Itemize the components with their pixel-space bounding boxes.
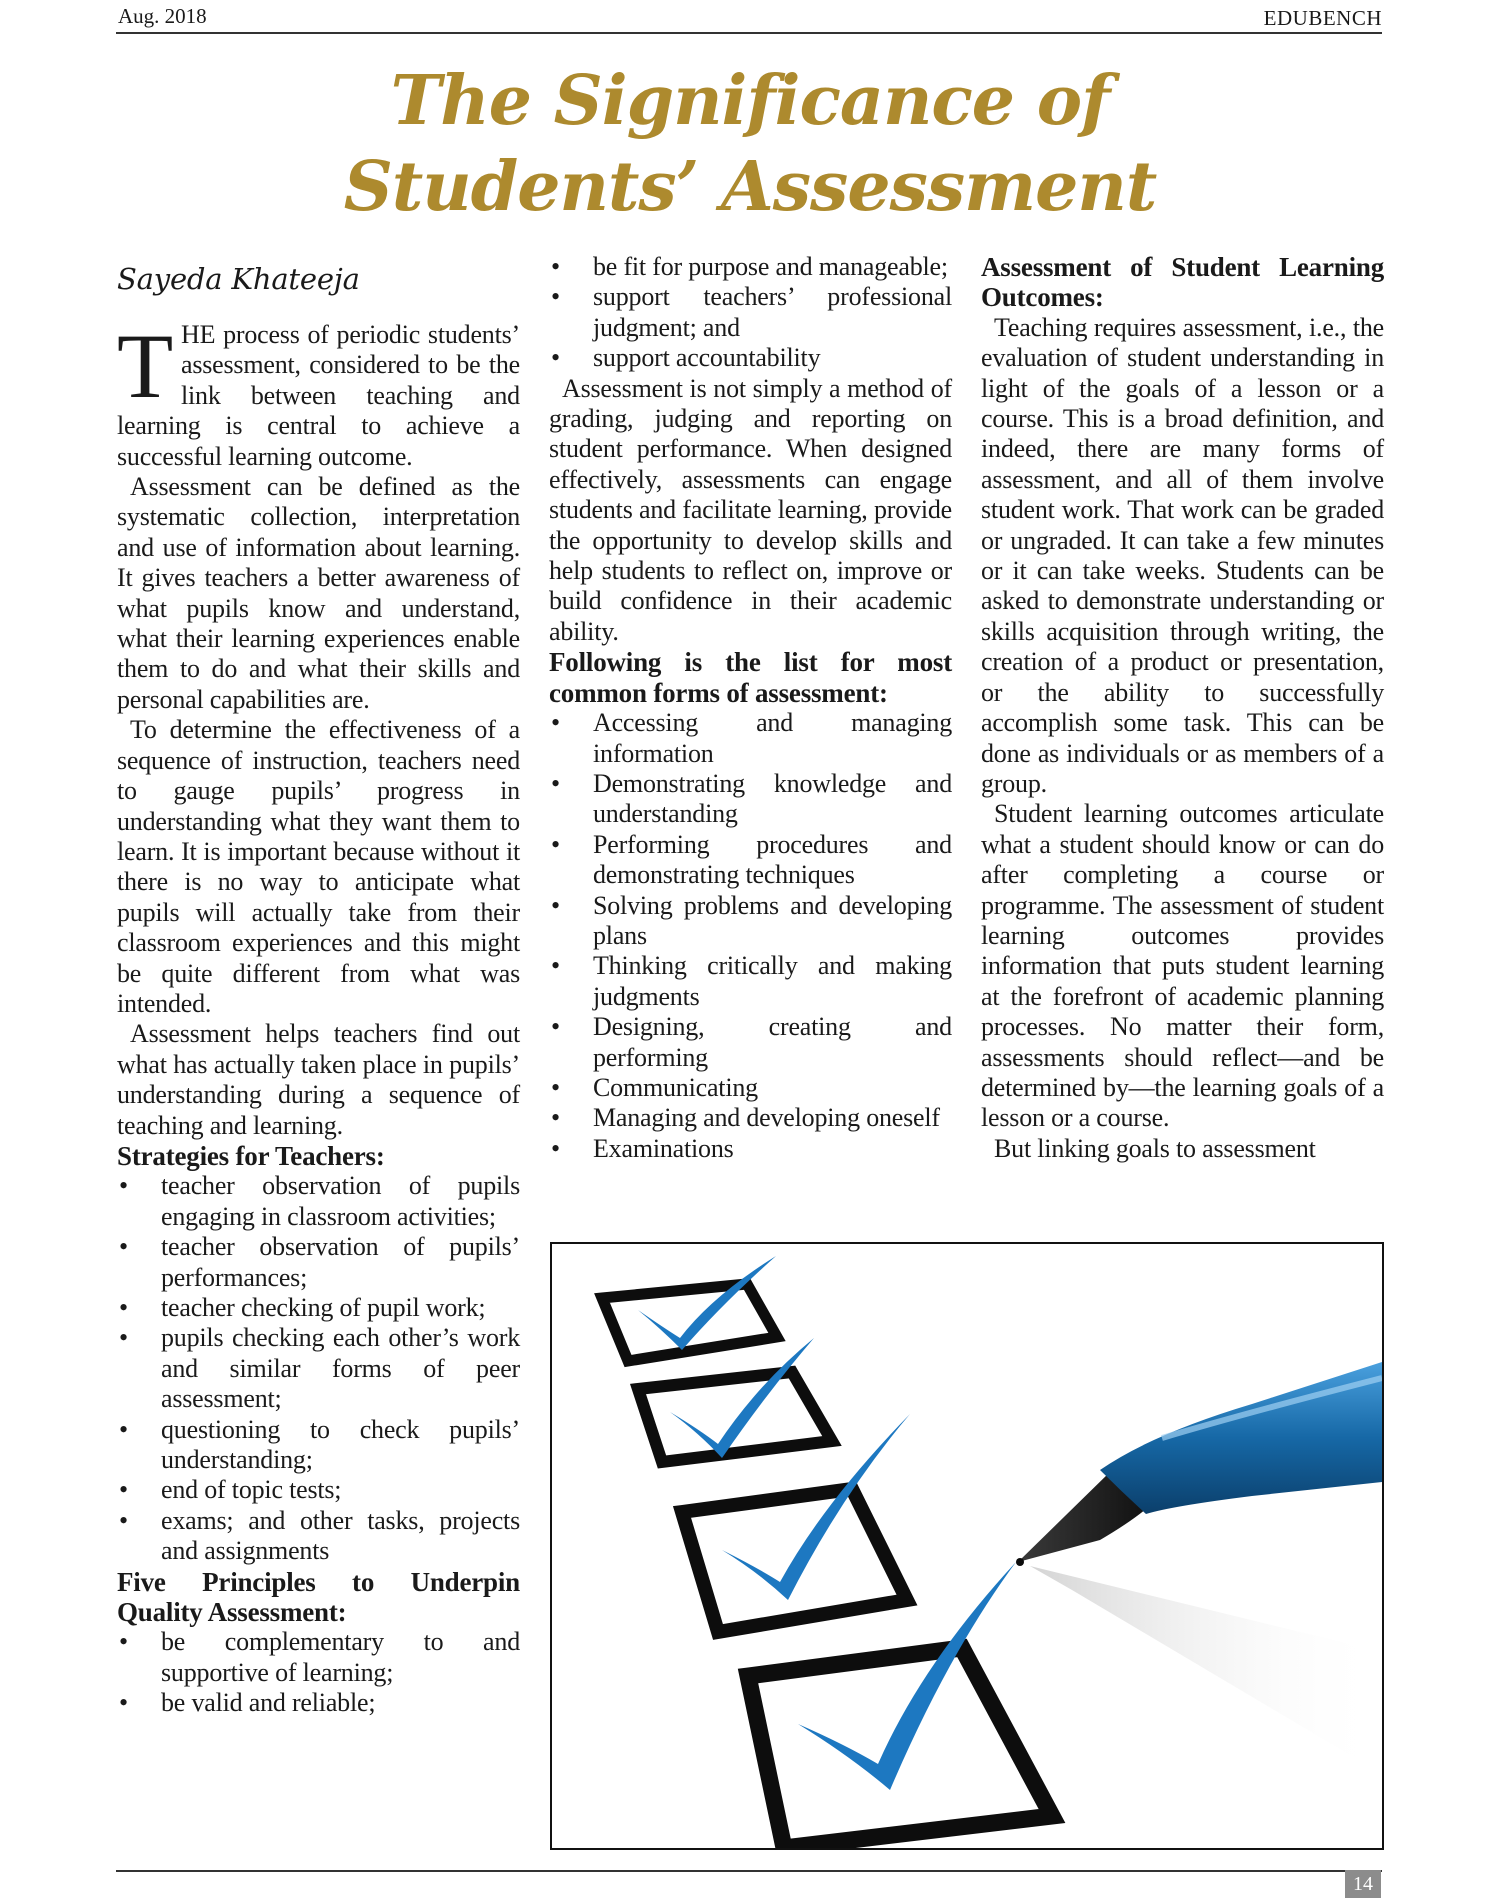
list-item: • Managing and developing oneself <box>551 1103 940 1133</box>
bullet-icon: • <box>551 343 560 373</box>
paragraph: But linking goals to assessment <box>994 1133 1316 1163</box>
list-item: • be fit for purpose and manageable; <box>551 252 948 281</box>
paragraph: Teaching requires assessment, i.e., the evaluation of student understanding in light of the goals of a lesson or a course. This is a broad definition, and indeed, there are many forms of assessment, and all of them involve student work. That work can be graded or ungraded. It can take a few minutes or it can take weeks. Students can be asked to demonstrate understanding or skills acquisition through writing, the creation of a product or presentation, or the ability to successfully accomplish some task. This can be done as individuals or as members of a group. <box>981 312 1384 798</box>
pen-icon <box>1016 1362 1382 1566</box>
article-title-line-2: Students’ Assessment <box>343 147 1157 227</box>
page-number: 14 <box>1345 1870 1381 1898</box>
list-item: • end of topic tests; <box>119 1475 342 1505</box>
drop-cap: T <box>117 315 173 417</box>
column-1 <box>117 254 520 1719</box>
bullet-icon: • <box>551 708 560 738</box>
list-item: • teacher observation of pupils’ performances; <box>119 1232 520 1292</box>
bullet-icon: • <box>551 1103 560 1133</box>
bullet-icon: • <box>119 1475 128 1505</box>
bullet-icon: • <box>551 1012 560 1042</box>
bullet-icon: • <box>551 829 560 859</box>
list-item: • exams; and other tasks, projects and assignments <box>119 1505 520 1566</box>
bullet-icon: • <box>551 1072 560 1102</box>
paragraph: Assessment helps teachers find out what has actually taken place in pupils’ understanding during a sequence of teaching and learning. <box>117 1019 520 1140</box>
publication-name: EDUBENCH <box>1263 6 1382 30</box>
learning-outcomes-heading: Assessment of Student Learning Outcomes: <box>981 252 1384 313</box>
bullet-icon: • <box>119 1171 128 1201</box>
bullet-icon: • <box>119 1414 128 1444</box>
checklist-illustration <box>550 1242 1384 1850</box>
column-3 <box>981 252 1384 1164</box>
list-item: • Designing, creating and performing <box>551 1012 952 1072</box>
list-item: • Demonstrating knowledge and understanding <box>551 768 952 829</box>
checkbox-icon <box>638 1372 832 1462</box>
list-item: • questioning to check pupils’ understanding; <box>119 1414 520 1475</box>
bullet-icon: • <box>119 1323 128 1353</box>
list-item: • teacher checking of pupil work; <box>119 1293 486 1322</box>
paragraph: Student learning outcomes articulate what a student should know or can do after completing a course or programme. The assessment of student learning outcomes provides information that puts student learning at the forefront of academic planning processes. No matter their form, assessments should reflect—and be determined by—the learning goals of a lesson or a course. <box>981 799 1384 1133</box>
bullet-icon: • <box>119 1505 128 1535</box>
list-item: • Examinations <box>551 1133 734 1163</box>
list-item: • Solving problems and developing plans <box>551 890 952 950</box>
running-header <box>116 2 1382 34</box>
column-2 <box>549 252 952 1164</box>
pen-shadow <box>1030 1566 1382 1774</box>
issue-date: Aug. 2018 <box>118 4 207 28</box>
list-item: • be valid and reliable; <box>119 1688 376 1718</box>
bullet-icon: • <box>551 951 560 981</box>
list-item: • teacher observation of pupils engaging in classroom activities; <box>119 1171 520 1231</box>
principles-heading: Five Principles to Underpin Quality Assessment: <box>117 1566 520 1628</box>
strategies-heading: Strategies for Teachers: <box>117 1140 385 1171</box>
principles-list <box>117 1627 520 1718</box>
bullet-icon: • <box>119 1232 128 1262</box>
list-item: • Accessing and managing information <box>551 708 952 768</box>
article-title-line-1: The Significance of <box>390 61 1110 141</box>
paragraph: To determine the effectiveness of a sequence of instruction, teachers need to gauge pupils’ progress in understanding what they want them to learn. It is important because without it there is no way to anticipate what pupils will actually take from their classroom experiences and this might be quite different from what was intended. <box>117 715 520 1018</box>
forms-heading: Following is the list for most common forms of assessment: <box>549 647 952 708</box>
article-title <box>230 58 1270 230</box>
list-item: • support teachers’ professional judgment; and <box>551 282 952 342</box>
paragraph: Assessment can be defined as the systematic collection, interpretation and use of information about learning. It gives teachers a better awareness of what pupils know and understand, what their learning experiences enable them to do and what their skills and personal capabilities are. <box>117 472 520 714</box>
bullet-icon: • <box>551 768 560 798</box>
bullet-icon: • <box>551 1133 560 1163</box>
list-item: • Communicating <box>551 1072 758 1102</box>
list-item: • Thinking critically and making judgments <box>551 951 952 1011</box>
list-item: • Performing procedures and demonstrating techniques <box>551 829 952 890</box>
intro-text: HE process of periodic students’ assessment, considered to be the link between teaching and learning is central to achieve a successful learning outcome. <box>117 320 520 471</box>
bullet-icon: • <box>119 1293 128 1322</box>
footer-rule <box>116 1870 1382 1872</box>
bullet-icon: • <box>551 252 560 281</box>
list-item: • be complementary to and supportive of learning; <box>119 1627 520 1687</box>
list-item: • support accountability <box>551 343 821 373</box>
author-byline: Sayeda Khateeja <box>117 262 360 296</box>
paragraph: Assessment is not simply a method of grading, judging and reporting on student performance. When designed effectively, assessments can engage students and facilitate learning, provide the opportunity to develop skills and help students to reflect on, improve or build confidence in their academic ability. <box>549 373 952 646</box>
bullet-icon: • <box>551 282 560 312</box>
checklist-pen-graphic <box>552 1244 1382 1848</box>
forms-list <box>549 708 952 1164</box>
bullet-icon: • <box>119 1627 128 1657</box>
principles-list-continued <box>549 252 952 374</box>
intro-paragraph <box>117 315 520 472</box>
checkbox-icon <box>602 1284 777 1361</box>
strategies-list <box>117 1171 520 1566</box>
bullet-icon: • <box>551 890 560 920</box>
bullet-icon: • <box>119 1688 128 1718</box>
list-item: • pupils checking each other’s work and similar forms of peer assessment; <box>119 1323 520 1414</box>
